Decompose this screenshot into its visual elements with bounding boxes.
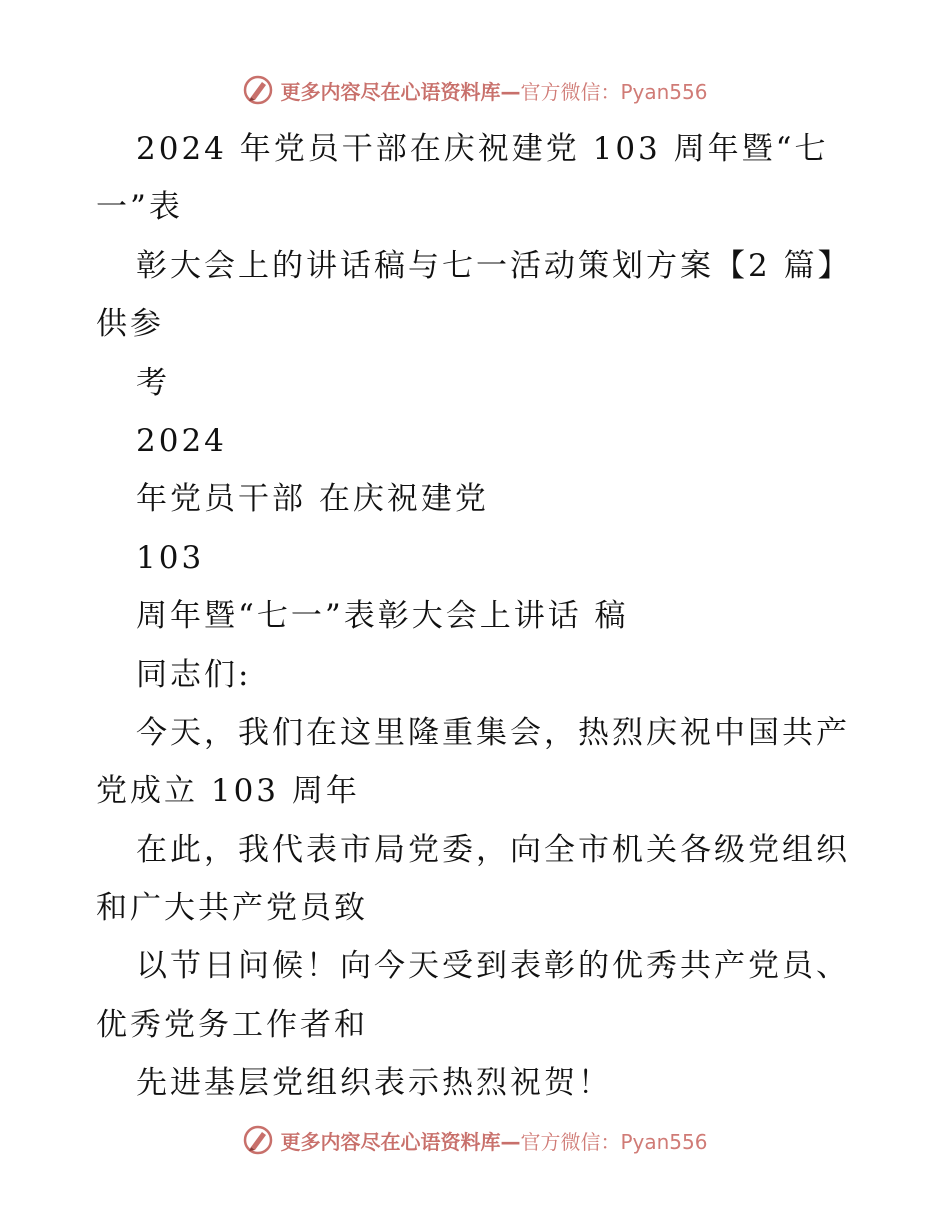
title-line-4: 供参 [96,306,164,343]
subtitle-line-1: 2024 [136,422,227,459]
header-banner-text [280,76,707,105]
title-line-2: 一”表 [96,189,183,226]
title-line-1: 2024 年党员干部在庆祝建党 103 周年暨“七 [136,131,829,167]
paragraph-line-1: 今天，我们在这里隆重集会，热烈庆祝中国共产 [136,714,850,751]
paragraph-line-6: 优秀党务工作者和 [96,1006,368,1043]
paragraph-line-7: 先进基层党组织表示热烈祝贺！ [136,1065,612,1102]
page-footer-banner [0,1120,950,1160]
header-dash: — [500,79,521,104]
paragraph-line-4: 和广大共产党员致 [96,890,368,927]
subtitle-line-3: 103 [136,539,205,576]
footer-banner-text [280,1126,707,1155]
page-header-banner [0,70,950,110]
paragraph-line-3: 在此，我代表市局党委，向全市机关各级党组织 [136,831,850,868]
title-line-5: 考 [136,364,170,401]
pen-logo-icon [242,1124,274,1156]
header-wechat-text: 官方微信：Pyan556 [520,79,708,104]
salutation: 同志们: [136,656,252,693]
subtitle-line-4: 周年暨“七一”表彰大会上讲话 稿 [136,598,629,635]
paragraph-line-5: 以节日问候！向今天受到表彰的优秀共产党员、 [136,948,850,985]
pen-logo-icon [242,74,274,106]
document-body [96,120,856,1113]
subtitle-line-2: 年党员干部 在庆祝建党 [136,481,489,518]
footer-wechat-text: 官方微信：Pyan556 [520,1129,708,1154]
title-line-3: 彰大会上的讲话稿与七一活动策划方案【2 篇】 [136,247,852,284]
header-site-text: 更多内容尽在心语资料库 [280,79,501,104]
footer-site-text: 更多内容尽在心语资料库 [280,1129,501,1154]
footer-dash: — [500,1129,521,1154]
paragraph-line-2: 党成立 103 周年 [96,773,360,810]
